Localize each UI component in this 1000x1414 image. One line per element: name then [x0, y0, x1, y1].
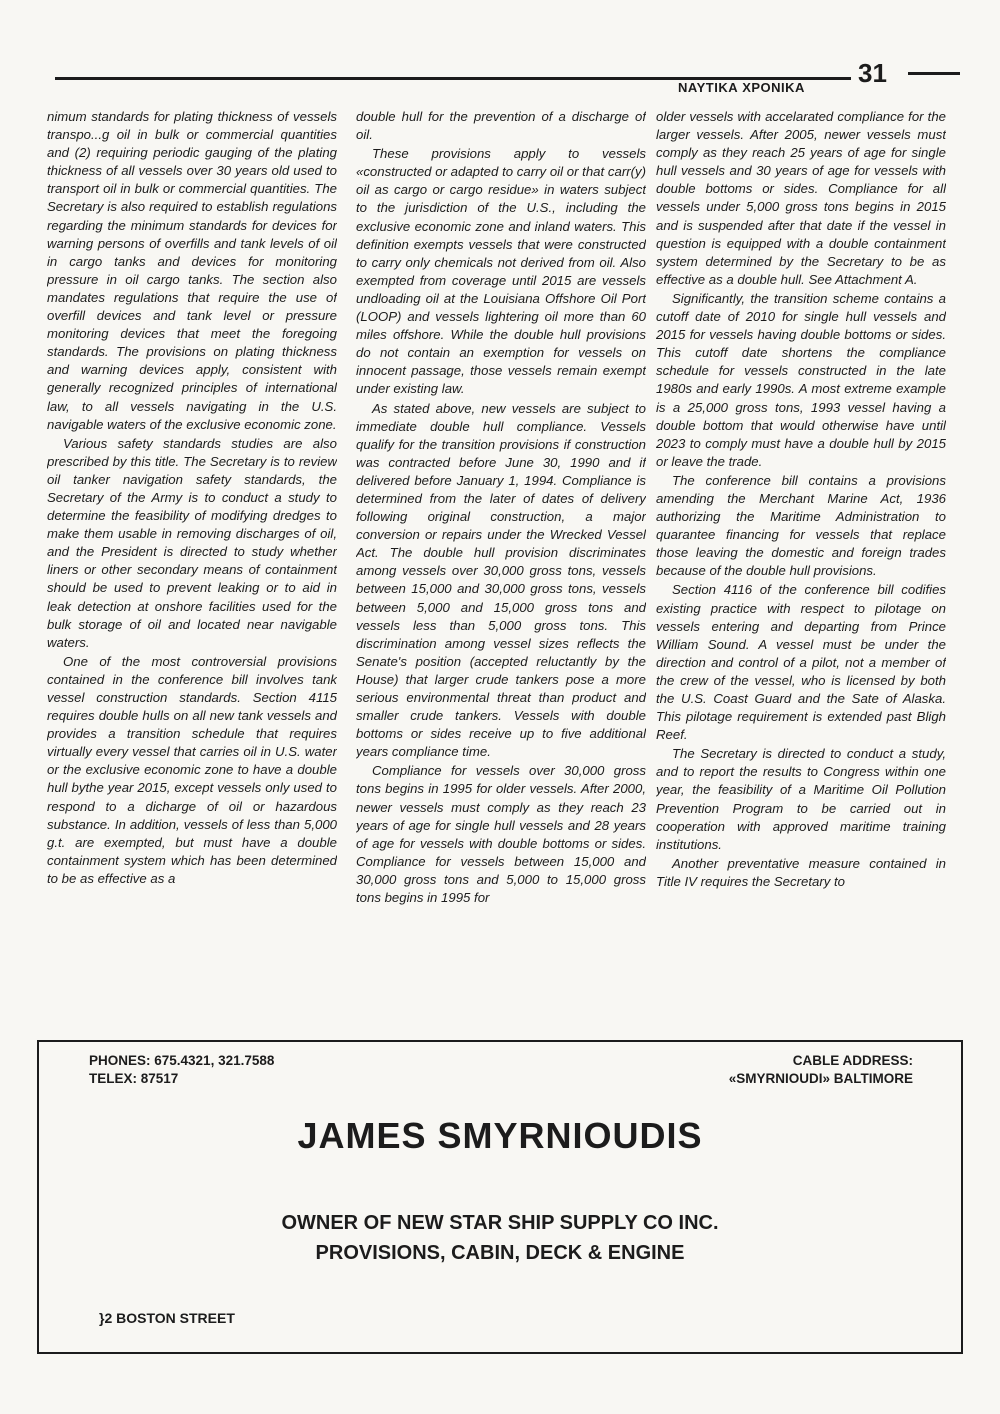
ad-cable-value: «SMYRNIOUDI» BALTIMORE — [728, 1071, 913, 1086]
header-rule-right — [908, 72, 960, 75]
article-column-1 — [47, 108, 337, 1026]
ad-contact — [89, 1052, 274, 1088]
ad-telex: TELEX: 87517 — [89, 1071, 179, 1086]
ad-tagline-2: PROVISIONS, CABIN, DECK & ENGINE — [315, 1242, 685, 1264]
ad-address: }2 BOSTON STREET — [99, 1310, 235, 1326]
paragraph: Various safety standards studies are also prescribed by this title. The Secretary is to review oil tanker navigation safety standards, the Secretary of the Army is to conduct a study to determine the feasibility of modifying dredges to make them usable in removing discharges of oil, and the President is directed to study whether liners or other secondary means of containment should be used to prevent leaking or to aid in leak detection at onshore facilities used for the bulk storage of oil and located near navigable waters. — [47, 435, 337, 650]
paragraph: Another preventative measure contained in Title IV requires the Secretary to — [656, 855, 946, 889]
article-column-2 — [356, 108, 646, 1026]
advertisement — [37, 1040, 963, 1354]
paragraph: Significantly, the transition scheme contains a cutoff date of 2010 for single hull vessels and 2015 for vessels having double bottoms or sides. This cutoff date shortens the compliance schedule for vessels constructed in the late 1980s and early 1990s. A most extreme example is a 25,000 gross tons, 1993 vessel having a double bottom that would otherwise have until 2023 to comply must have a double hull by 2015 or leave the trade. — [656, 290, 946, 469]
ad-tagline — [39, 1208, 961, 1268]
paragraph: The conference bill contains a provisions amending the Merchant Marine Act, 1936 authorizing the Maritime Administration to quarantee financing for vessels that replace those leaving the domestic and foreign trades because of the double hull provisions. — [656, 472, 946, 579]
paragraph: These provisions apply to vessels «constructed or adapted to carry oil or that carr(y) oil as cargo or cargo residue» in waters subject to the jurisdiction of the U.S., including the exclusive economic zone and inland waters. This definition exempts vessels that were constructed to carry only chemicals not derived from oil. Also exempted from coverage until 2015 are vessels undloading oil at the Louisiana Offshore Oil Port (LOOP) and vessels lightering oil more than 60 miles offshore. While the double hull provisions do not contain an exemption for vessels on innocent passage, those vessels remain exempt under existing law. — [356, 146, 646, 397]
paragraph: The Secretary is directed to conduct a study, and to report the results to Congress within one year, the feasibility of a Maritime Oil Pollution Prevention Program to be carried out in cooperation with approved maritime training institutions. — [656, 746, 946, 852]
paragraph: nimum standards for plating thickness of vessels transpo...g oil in bulk or commercial quantities and (2) requiring periodic gauging of the plating thickness of all vessels over 30 years old used to transport oil in bulk or commercial quantities. The Secretary is also required to establish regulations regarding the minimum standards for devices for warning persons of overfills and tank levels of oil in cargo tanks and devices for monitoring pressure in oil cargo tanks. The section also mandates regulations that require the use of overfill devices and tank level or pressure monitoring devices that meet the foregoing standards. The provisions on plating thickness and warning devices apply, consistent with generally recognized principles of international law, to all vessels navigating in the U.S. navigable waters of the exclusive economic zone. — [47, 109, 337, 432]
masthead: ΝΑΥΤΙΚΑ ΧΡΟΝΙΚΑ — [678, 80, 805, 95]
paragraph: As stated above, new vessels are subject to immediate double hull compliance. Vessels qualify for the transition provisions if construction was contracted before June 30, 1990 and if delivered before January 1, 1994. Compliance is determined from the later of dates of delivery following original construction, a major conversion or repairs under the Wrecked Vessel Act. The double hull provision discriminates among vessels over 30,000 gross tons, vessels between 15,000 and 30,000 gross tons, vessels between 5,000 and 15,000 gross tons and vessels less than 5,000 gross tons. This discrimination among vessel sizes reflects the Senate's position (accepted reluctantly by the House) that larger crude tankers pose a more serious environmental threat than product and smaller crude tankers. Vessels with double bottoms or sides receive up to five additional years compliance time. — [356, 400, 646, 760]
paragraph: One of the most controversial provisions contained in the conference bill involves tank vessel construction standards. Section 4115 requires double hulls on all new tank vessels and provides a transition schedule that requires virtually every vessel that carries oil in U.S. water or the exclusive economic zone to have a double hull bythe year 2015, except vessels only used to respond to a dicharge of oil or hazardous substance. In addition, vessels of less than 5,000 g.t. are exempted, but must have a double containment system which has been determined to be as effective as a — [47, 653, 337, 886]
paragraph: Section 4116 of the conference bill codifies existing practice with respect to pilotage on vessels entering and departing from Prince William Sound. A vessel must be under the direction and control of a pilot, not a member of the crew of the vessel, who is licensed by both the U.S. Coast Guard and the Sate of Alaska. This pilotage requirement is extended past Bligh Reef. — [656, 582, 946, 743]
ad-company-name: JAMES SMYRNIOUDIS — [297, 1115, 703, 1156]
ad-phones: PHONES: 675.4321, 321.7588 — [89, 1053, 275, 1068]
article-column-3 — [656, 108, 946, 1026]
paragraph: older vessels with accelarated compliance for the larger vessels. After 2005, newer vessels must comply as they reach 25 years of age for single hull vessels and 30 years of age for vessels with double bottoms or sides. Compliance for all vessels under 5,000 gross tons begins in 2015 and is suspended after that date if the vessel in question is equipped with a double containment system determined by the Secretary to be as effective as a double hull. See Attachment A. — [656, 109, 946, 287]
page-number: 31 — [858, 58, 887, 88]
paragraph: double hull for the prevention of a discharge of oil. — [356, 109, 646, 143]
ad-cable-address — [729, 1052, 913, 1088]
paragraph: Compliance for vessels over 30,000 gross tons begins in 1995 for older vessels. After 2000, newer vessels must comply as they reach 23 years of age for single hull vessels and 28 years of age for vessels with double bottoms or sides. Compliance for vessels between 15,000 and 30,000 gross tons and 5,000 to 15,000 gross tons begins in 1995 for — [356, 763, 646, 906]
ad-tagline-1: OWNER OF NEW STAR SHIP SUPPLY CO INC. — [281, 1212, 719, 1234]
ad-cable-label: CABLE ADDRESS: — [792, 1053, 913, 1068]
